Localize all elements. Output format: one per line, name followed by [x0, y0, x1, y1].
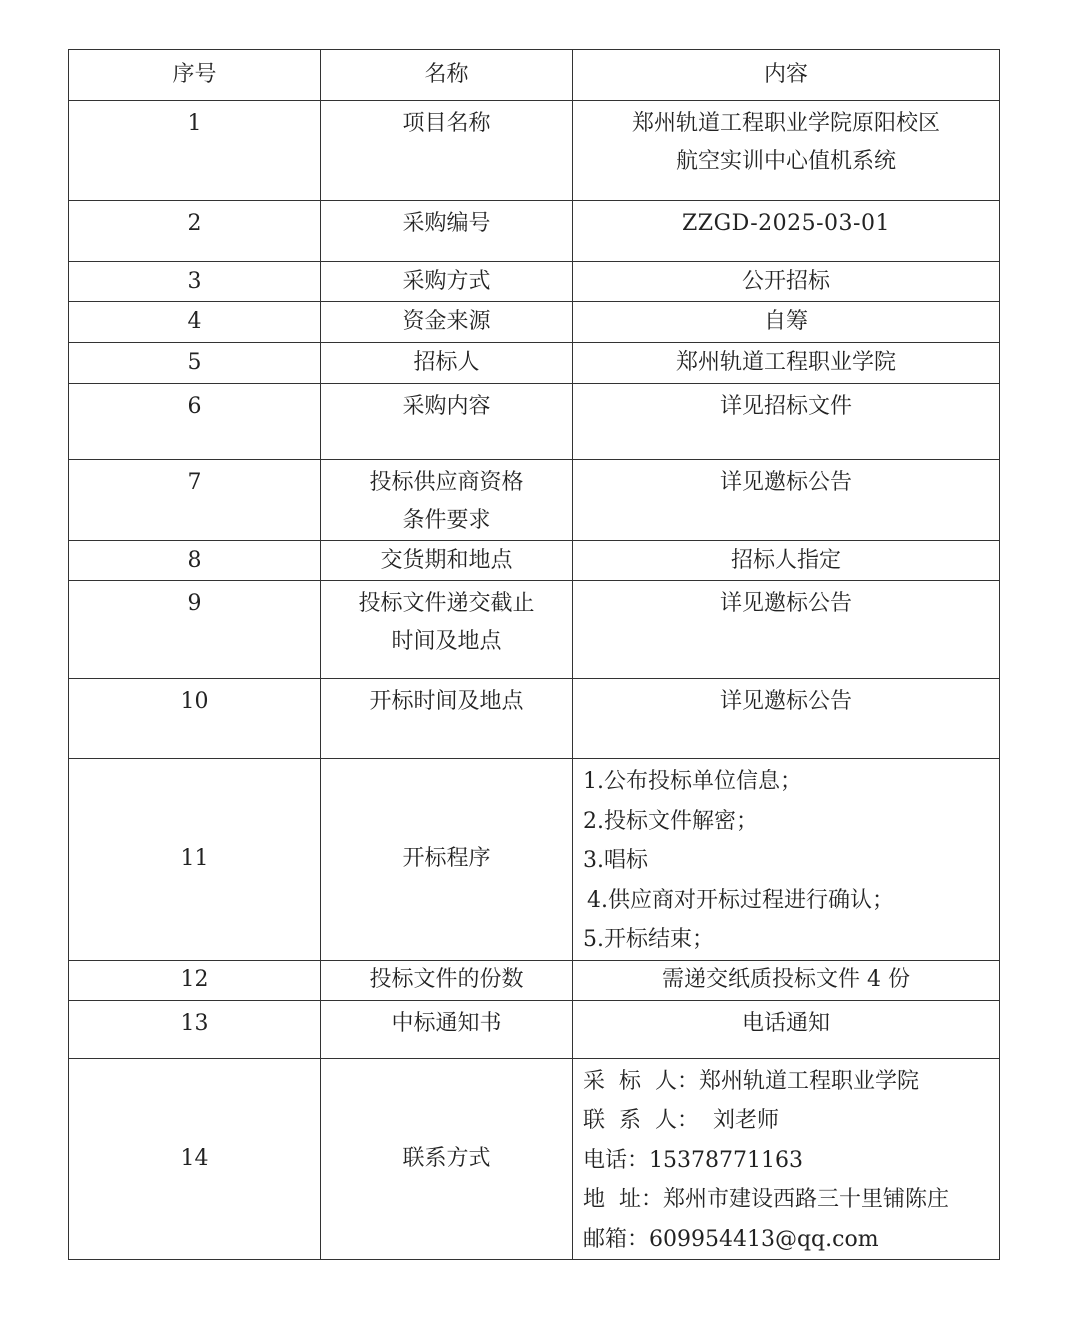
row-name	[321, 1058, 573, 1260]
procurement-code: ZZGD-2025-03-01	[682, 211, 890, 236]
row-content	[573, 1000, 1000, 1058]
table-row	[69, 201, 1000, 262]
row-no: 7	[69, 460, 321, 541]
table-row	[69, 302, 1000, 343]
row-no: 6	[69, 384, 321, 460]
row-content	[573, 960, 1000, 1000]
row-name-line: 时间及地点	[391, 629, 502, 654]
row-content-line: 详见邀标公告	[719, 689, 852, 714]
row-name-line: 投标文件递交截止	[358, 591, 535, 616]
row-content	[573, 343, 1000, 384]
row-no: 3	[69, 262, 321, 302]
list-item: 2.投标文件解密；	[583, 808, 758, 834]
row-name-line: 中标通知书	[391, 1010, 502, 1036]
row-name-line: 资金来源	[402, 309, 491, 334]
table-row	[69, 960, 1000, 1000]
row-content-line: 自筹	[763, 309, 808, 334]
row-name-line: 投标供应商资格	[369, 470, 524, 495]
row-no: 14	[69, 1058, 321, 1260]
row-name-line: 项目名称	[402, 111, 491, 136]
row-no: 11	[69, 759, 321, 961]
contact-info	[573, 1058, 1000, 1260]
row-name-line: 联系方式	[402, 1145, 491, 1171]
row-content-line: 电话通知	[741, 1010, 830, 1036]
row-content	[573, 541, 1000, 581]
list-item: 5.开标结束；	[583, 927, 714, 952]
row-content-line: 需递交纸质投标文件 4 份	[662, 967, 910, 992]
procurement-info-table	[68, 49, 1000, 1260]
row-content-line: 详见邀标公告	[719, 591, 852, 616]
row-name-line: 投标文件的份数	[369, 967, 524, 992]
row-name	[321, 759, 573, 961]
row-content	[573, 384, 1000, 460]
contact-email: 邮箱：609954413@qq.com	[583, 1226, 879, 1252]
row-name	[321, 343, 573, 384]
list-item: 1.公布投标单位信息；	[583, 769, 802, 794]
row-content-line: 航空实训中心值机系统	[675, 149, 896, 174]
row-no: 10	[69, 679, 321, 759]
row-content	[573, 101, 1000, 201]
row-no: 8	[69, 541, 321, 581]
row-name-line: 招标人	[413, 350, 480, 375]
table-row	[69, 581, 1000, 679]
row-content-line: 郑州轨道工程职业学院原阳校区	[631, 111, 940, 136]
header-row	[69, 50, 1000, 101]
row-content	[573, 201, 1000, 262]
row-no: 4	[69, 302, 321, 343]
row-name	[321, 960, 573, 1000]
list-item: 3.唱标	[583, 848, 648, 873]
table-row	[69, 101, 1000, 201]
row-name-line: 交货期和地点	[380, 547, 513, 573]
row-content-line: 招标人指定	[730, 547, 841, 573]
row-no: 12	[69, 960, 321, 1000]
contact-address: 地 址：郑州市建设西路三十里铺陈庄	[583, 1187, 949, 1212]
row-name-line: 采购编号	[402, 211, 491, 236]
row-content-line: 详见招标文件	[719, 394, 852, 419]
row-name	[321, 1000, 573, 1058]
table-row	[69, 460, 1000, 541]
row-name-line: 采购内容	[402, 394, 491, 419]
contact-tenderer: 采 标 人：郑州轨道工程职业学院	[583, 1068, 919, 1094]
row-name	[321, 541, 573, 581]
row-content	[573, 262, 1000, 302]
row-no: 1	[69, 101, 321, 201]
row-content-line: 详见邀标公告	[719, 470, 852, 495]
table-row	[69, 384, 1000, 460]
table-row	[69, 1000, 1000, 1058]
header-content: 内容	[573, 50, 1000, 101]
row-content	[573, 302, 1000, 343]
table-row	[69, 343, 1000, 384]
row-name	[321, 679, 573, 759]
row-no: 2	[69, 201, 321, 262]
row-name	[321, 302, 573, 343]
opening-procedure-list	[573, 759, 1000, 961]
row-name-line: 条件要求	[402, 508, 491, 533]
row-content	[573, 679, 1000, 759]
row-no: 13	[69, 1000, 321, 1058]
list-item: 4.供应商对开标过程进行确认；	[587, 887, 894, 913]
row-no: 5	[69, 343, 321, 384]
contact-phone: 电话：15378771163	[583, 1147, 803, 1173]
table-row	[69, 541, 1000, 581]
row-name-line: 开标程序	[402, 846, 491, 872]
header-name: 名称	[321, 50, 573, 101]
row-name-line: 开标时间及地点	[369, 689, 524, 714]
row-content-line: 公开招标	[741, 268, 830, 294]
row-content	[573, 460, 1000, 541]
row-content-line: 郑州轨道工程职业学院	[675, 350, 896, 375]
row-name-line: 采购方式	[402, 268, 491, 294]
row-content	[573, 581, 1000, 679]
row-name	[321, 460, 573, 541]
contact-person: 联 系 人： 刘老师	[583, 1108, 779, 1133]
row-name	[321, 384, 573, 460]
row-name	[321, 581, 573, 679]
row-name	[321, 101, 573, 201]
table-row	[69, 679, 1000, 759]
row-name	[321, 201, 573, 262]
table-row	[69, 1058, 1000, 1260]
header-no: 序号	[69, 50, 321, 101]
row-no: 9	[69, 581, 321, 679]
table-row	[69, 262, 1000, 302]
row-name	[321, 262, 573, 302]
table-row	[69, 759, 1000, 961]
